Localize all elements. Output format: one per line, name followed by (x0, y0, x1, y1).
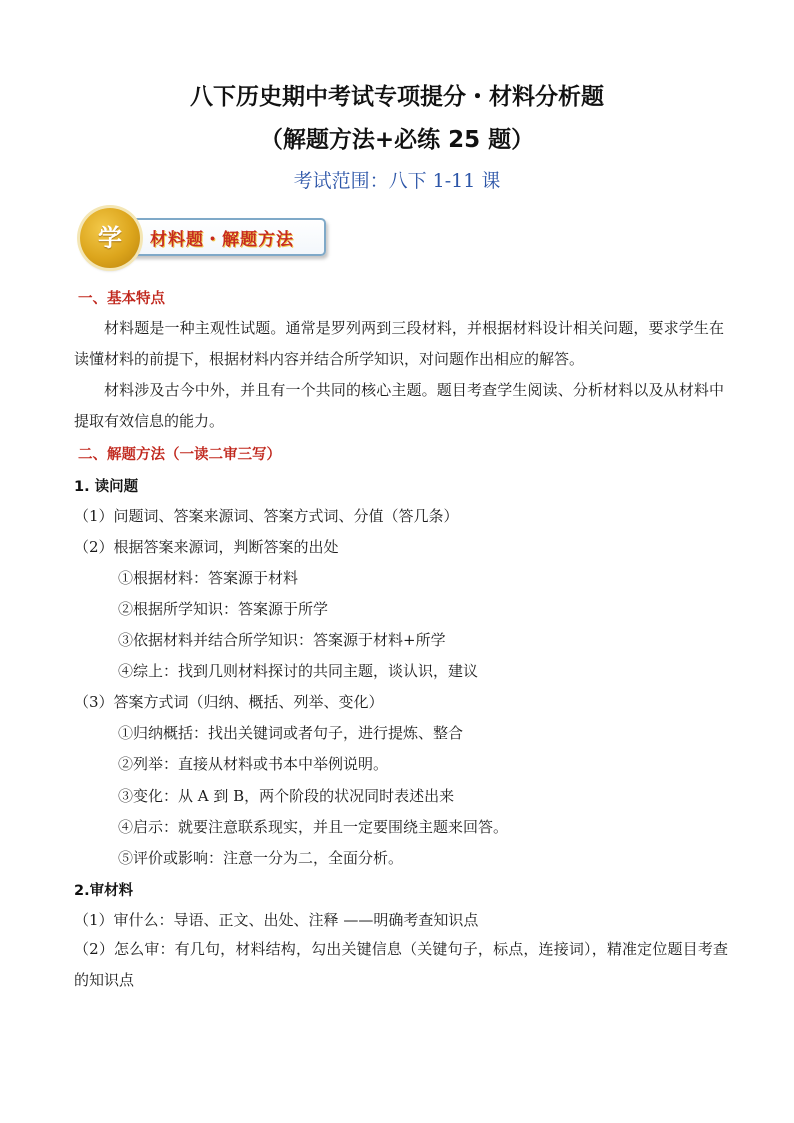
step-1-item-1: （1）问题词、答案来源词、答案方式词、分值（答几条） (74, 507, 459, 525)
section-heading-methods: 二、解题方法（一读二审三写） (78, 447, 281, 463)
paragraph-2: 材料涉及古今中外，并且有一个共同的核心主题。题目考查学生阅读、分析材料以及从材料中提取有效信息的能力。 (74, 381, 724, 430)
step-1-title: 1. 读问题 (74, 479, 139, 495)
paragraph-1: 材料题是一种主观性试题。通常是罗列两到三段材料，并根据材料设计相关问题，要求学生在读懂材料的前提下，根据材料内容并结合所学知识，对问题作出相应的解答。 (74, 319, 724, 368)
item-3-sub-5: ⑤评价或影响：注意一分为二，全面分析。 (118, 849, 404, 867)
study-badge-icon (80, 208, 140, 268)
item-2-sub-3: ③依据材料并结合所学知识：答案源于材料+所学 (118, 631, 446, 649)
item-3-sub-3: ③变化：从 A 到 B，两个阶段的状况同时表述出来 (118, 787, 455, 805)
banner-bar (132, 218, 326, 256)
step-2-title: 2.审材料 (74, 883, 134, 899)
step-1-item-3: （3）答案方式词（归纳、概括、列举、变化） (74, 693, 384, 711)
section-heading-basic-features: 一、基本特点 (78, 291, 165, 307)
item-2-sub-4: ④综上：找到几则材料探讨的共同主题，谈认识，建议 (118, 662, 479, 680)
item-2-sub-2: ②根据所学知识：答案源于所学 (118, 600, 329, 618)
banner-label: 材料题・解题方法 (150, 230, 294, 250)
step-2-item-1: （1）审什么：导语、正文、出处、注释 ——明确考查知识点 (74, 911, 479, 929)
section-banner (78, 208, 338, 270)
step-1-item-2: （2）根据答案来源词，判断答案的出处 (74, 538, 339, 556)
document-title: 八下历史期中考试专项提分・材料分析题 (190, 84, 604, 110)
item-3-sub-4: ④启示：就要注意联系现实，并且一定要围绕主题来回答。 (118, 818, 509, 836)
step-2-item-2: （2）怎么审：有几句，材料结构，勾出关键信息（关键句子，标点，连接词），精准定位题目考查的知识点 (74, 940, 728, 989)
badge-text: 学 (98, 224, 122, 252)
item-3-sub-1: ①归纳概括：找出关键词或者句子，进行提炼、整合 (118, 724, 464, 742)
document-subtitle: （解题方法+必练 25 题） (259, 127, 535, 153)
exam-scope: 考试范围：八下 1-11 课 (293, 170, 501, 192)
item-2-sub-1: ①根据材料：答案源于材料 (118, 569, 299, 587)
item-3-sub-2: ②列举：直接从材料或书本中举例说明。 (118, 755, 389, 773)
